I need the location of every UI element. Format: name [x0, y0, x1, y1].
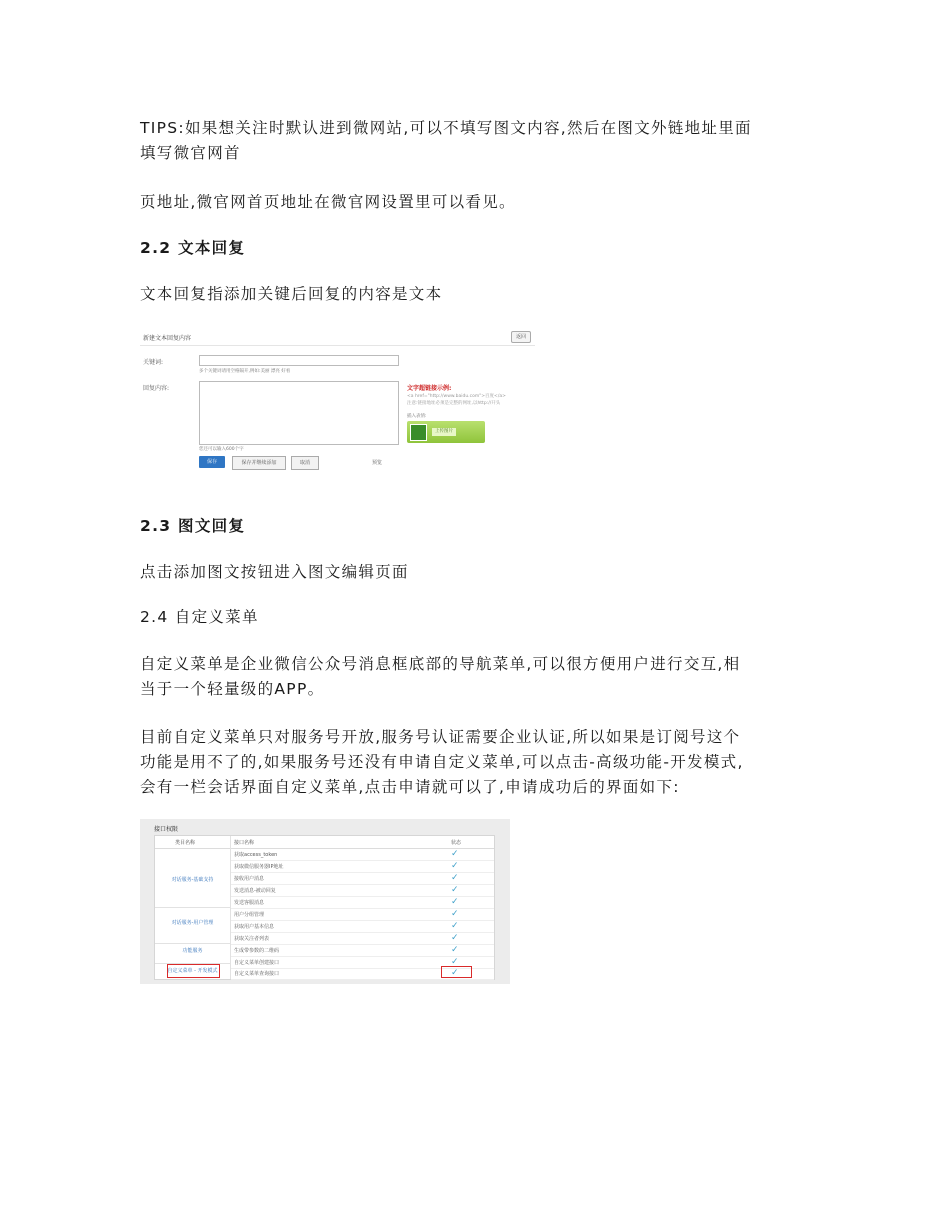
table-row: 获取access_token ✓ — [231, 848, 494, 861]
check-icon: ✓ — [451, 933, 459, 943]
save-button[interactable]: 保存 — [199, 456, 225, 468]
text-reply-form-screenshot — [140, 327, 535, 477]
custom-menu-paragraph — [140, 652, 810, 702]
apply-line-2: 功能是用不了的,如果服务号还没有申请自定义菜单,可以点击-高级功能-开发模式, — [140, 753, 744, 771]
heading-news-reply: 2.3 图文回复 — [140, 517, 246, 535]
table-row: 获取微信服务器IP地址 ✓ — [231, 860, 494, 873]
check-icon: ✓ — [451, 885, 459, 895]
check-icon: ✓ — [451, 897, 459, 907]
tips-line-2: 填写微官网首 — [140, 144, 241, 162]
table-row: 生成带参数的二维码 ✓ — [231, 944, 494, 957]
preview-link[interactable]: 预览 — [372, 460, 383, 466]
news-reply-description: 点击添加图文按钮进入图文编辑页面 — [140, 563, 409, 581]
tips-paragraph — [140, 116, 810, 166]
tips-line-1: TIPS:如果想关注时默认进到微网站,可以不填写图文内容,然后在图文外链地址里面 — [140, 119, 752, 137]
reply-hint: 您还可以输入600个字 — [199, 447, 244, 452]
header-status: 状态 — [451, 840, 462, 846]
heading-text-reply: 2.2 文本回复 — [140, 239, 246, 257]
save-disk-icon — [410, 424, 427, 441]
link-sample-title: 文字超链接示例: — [407, 385, 452, 392]
check-icon: ✓ — [451, 968, 459, 978]
table-row: 发送客服消息 ✓ — [231, 896, 494, 909]
group-basic-support: 对话服务-基础支持 — [171, 877, 214, 883]
custom-menu-line-2: 当于一个轻量级的APP。 — [140, 680, 325, 698]
group-divider — [155, 907, 230, 908]
tips-line-3: 页地址,微官网首页地址在微官网设置里可以看见。 — [140, 193, 516, 211]
check-icon: ✓ — [451, 921, 459, 931]
check-icon: ✓ — [451, 873, 459, 883]
highlight-box-status — [441, 966, 472, 978]
check-icon: ✓ — [451, 849, 459, 859]
permissions-title: 接口权限 — [154, 826, 179, 833]
group-divider — [155, 943, 230, 944]
heading-custom-menu: 2.4 自定义菜单 — [140, 608, 259, 626]
highlight-box-category — [167, 964, 220, 978]
apply-line-1: 目前自定义菜单只对服务号开放,服务号认证需要企业认证,所以如果是订阅号这个 — [140, 728, 741, 746]
link-sample-1: <a href="http://www.baidu.com">百度</a> — [407, 394, 506, 399]
permissions-table-screenshot — [140, 819, 510, 984]
header-category: 类目名称 — [175, 840, 196, 846]
table-row: 获取关注者列表 ✓ — [231, 932, 494, 945]
text-reply-description: 文本回复指添加关键后回复的内容是文本 — [140, 285, 443, 303]
check-icon: ✓ — [451, 861, 459, 871]
table-row: 自定义菜单创建接口 ✓ — [231, 956, 494, 969]
check-icon: ✓ — [451, 957, 459, 967]
reply-textarea[interactable] — [199, 381, 399, 445]
link-sample-2: 注意:链接地址必须是完整的网址,以http://开头 — [407, 401, 501, 406]
upload-image-button[interactable] — [407, 421, 485, 443]
save-continue-button[interactable]: 保存并继续添加 — [232, 456, 286, 470]
permissions-table — [154, 835, 495, 980]
table-row: 获取用户基本信息 ✓ — [231, 920, 494, 933]
cancel-button[interactable]: 取消 — [291, 456, 319, 470]
group-user-management: 对话服务-用户管理 — [171, 920, 214, 926]
keyword-input[interactable] — [199, 355, 399, 366]
group-custom-menu: 自定义菜单 - 开发模式 — [167, 968, 218, 974]
table-row: 发送消息-被动回复 ✓ — [231, 884, 494, 897]
keyword-label: 关键词: — [143, 359, 164, 366]
upload-label: 上传图片 — [432, 428, 456, 436]
check-icon: ✓ — [451, 909, 459, 919]
check-icon: ✓ — [451, 945, 459, 955]
group-function-service: 功能服务 — [182, 948, 203, 954]
form-title: 新建文本回复内容 — [143, 335, 192, 342]
table-row: 接收用户消息 ✓ — [231, 872, 494, 885]
back-button[interactable]: 返回 — [511, 331, 531, 343]
custom-menu-line-1: 自定义菜单是企业微信公众号消息框底部的导航菜单,可以很方便用户进行交互,相 — [140, 655, 741, 673]
table-row: 用户分组管理 ✓ — [231, 908, 494, 921]
apply-line-3: 会有一栏会话界面自定义菜单,点击申请就可以了,申请成功后的界面如下: — [140, 778, 680, 796]
reply-label: 回复内容: — [143, 385, 170, 392]
table-row: 自定义菜单查询接口 ✓ — [231, 967, 494, 980]
keyword-hint: 多个关键词请用空格隔开,例如:美丽 漂亮 好看 — [199, 369, 291, 374]
header-interface: 接口名称 — [234, 840, 255, 846]
apply-paragraph — [140, 725, 810, 800]
form-header — [140, 327, 535, 346]
emoji-label: 插入表情: — [407, 414, 427, 419]
